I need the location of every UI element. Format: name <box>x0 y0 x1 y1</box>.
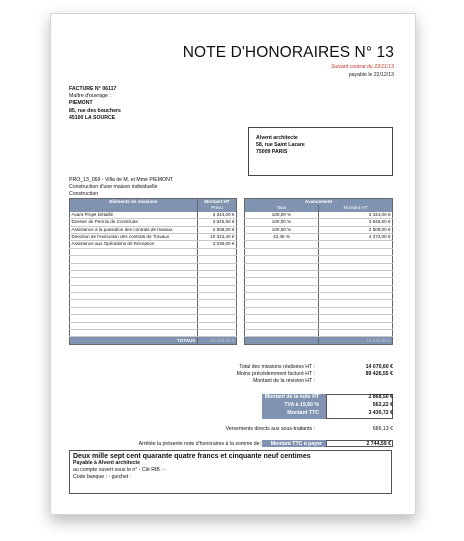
architect-address-box <box>248 127 393 176</box>
contract-line: Suivant contrat du 22/11/13 <box>330 64 394 70</box>
table-row <box>70 226 237 233</box>
architect-street: 58, rue Saint Lazare <box>256 142 305 149</box>
note-amount-label: Montant de la note HT <box>264 394 319 400</box>
header-prevu: Prévu <box>198 205 237 211</box>
table-row <box>70 285 237 292</box>
tva-label: TVA à 19,60 % <box>284 402 319 408</box>
table-row <box>245 263 393 270</box>
table-row <box>70 322 237 329</box>
table-row <box>245 330 393 337</box>
mission-montant: 2 508,00 € <box>319 226 393 233</box>
mission-montant <box>319 241 393 248</box>
document-title: NOTE D'HONORAIRES N° 13 <box>182 44 394 61</box>
mission-taux <box>245 330 319 337</box>
amount-in-words: Deux mille sept cent quarante quatre francs et cinquante neuf centimes <box>73 453 311 460</box>
table-row <box>70 278 237 285</box>
mission-taux <box>245 270 319 277</box>
invoice-number: FACTURE N° 06117 <box>69 86 117 92</box>
table-row <box>245 241 393 248</box>
mission-taux <box>245 248 319 255</box>
table-row <box>245 256 393 263</box>
table-row <box>70 293 237 300</box>
header-taux: Taux <box>245 205 319 211</box>
table-row <box>70 248 237 255</box>
mission-taux <box>245 256 319 263</box>
missions-header-row <box>70 199 237 206</box>
mission-prevu: 2 508,00 € <box>198 226 237 233</box>
mission-taux: 100,00 % <box>245 212 319 219</box>
table-row <box>70 270 237 277</box>
mission-prevu <box>198 315 237 322</box>
mission-taux <box>245 293 319 300</box>
mission-label <box>70 263 198 270</box>
client-street: 85, rue des bouchers <box>69 107 121 114</box>
mission-montant <box>319 307 393 314</box>
table-row <box>70 241 237 248</box>
mission-montant <box>319 315 393 322</box>
table-row <box>245 248 393 255</box>
table-row <box>70 300 237 307</box>
client-name: PIEMONT <box>69 100 93 107</box>
tva-value: 562,22 € <box>372 402 393 408</box>
mission-label: Assistance aux Opérations de Réception <box>70 241 198 248</box>
mission-prevu: 3 036,00 € <box>198 241 237 248</box>
pay-label: Montant TTC à payer <box>270 440 322 447</box>
pay-value: 2 744,59 € <box>366 440 391 447</box>
mission-prevu <box>198 322 237 329</box>
mission-taux: 42,36 % <box>245 233 319 240</box>
mission-label <box>70 293 198 300</box>
table-row <box>245 219 393 226</box>
mission-label <box>70 315 198 322</box>
table-row <box>245 212 393 219</box>
mission-montant <box>319 256 393 263</box>
table-row <box>70 256 237 263</box>
mission-label: Avant Projet Détaillé <box>70 212 198 219</box>
mission-prevu <box>198 270 237 277</box>
table-row <box>70 263 237 270</box>
architect-city: 75009 PARIS <box>256 149 288 156</box>
table-row <box>70 315 237 322</box>
direct-payments-label: Versements directs aux sous-traitants : <box>225 426 315 432</box>
revision-label: Montant de la révision HT : <box>253 378 315 384</box>
mission-montant <box>319 293 393 300</box>
mission-prevu <box>198 300 237 307</box>
mission-montant <box>319 248 393 255</box>
mission-montant <box>319 322 393 329</box>
ttc-value: 3 430,72 € <box>368 410 393 416</box>
project-block <box>69 177 173 199</box>
table-row <box>70 330 237 337</box>
mission-prevu <box>198 256 237 263</box>
mission-montant <box>319 285 393 292</box>
payable-line: payable le 22/12/13 <box>348 72 394 78</box>
mission-taux <box>245 315 319 322</box>
mission-taux <box>245 278 319 285</box>
mission-label <box>70 278 198 285</box>
mission-taux <box>245 300 319 307</box>
table-row <box>245 233 393 240</box>
mission-prevu <box>198 307 237 314</box>
project-desc: Construction d'une maison individuelle <box>69 184 158 191</box>
mission-montant: 4 373,00 € <box>319 233 393 240</box>
table-row <box>70 212 237 219</box>
direct-payments-value: 686,13 € <box>372 426 393 432</box>
table-row <box>70 307 237 314</box>
arrete-label: Arrêtée la présente note d'honoraires à la somme de: <box>138 441 261 447</box>
payable-to: Payable à Alvent architecte <box>73 460 140 466</box>
mission-label <box>70 270 198 277</box>
client-city: 45100 LA SOURCE <box>69 114 116 121</box>
project-ref: PRO_13_069 - Villa de M. et Mme PIEMONT <box>69 177 173 183</box>
owner-label: Maître d'ouvrage : <box>69 93 111 100</box>
avancement-header-row <box>245 199 393 206</box>
table-row <box>245 293 393 300</box>
mission-prevu: 10 322,40 € <box>198 233 237 240</box>
previous-billed-value: 89 426,55 € <box>365 371 393 377</box>
total-missions-label: Total des missions réalisées HT : <box>239 364 315 370</box>
avancement-total-row <box>245 337 393 344</box>
mission-montant <box>319 278 393 285</box>
table-row <box>245 315 393 322</box>
header-elements: Eléments de missions <box>70 199 198 206</box>
mission-label <box>70 307 198 314</box>
mission-montant <box>319 300 393 307</box>
mission-label: Assistance à la passation des contrats de travaux <box>70 226 198 233</box>
total-missions-value: 14 070,60 € <box>365 364 393 370</box>
mission-taux <box>245 322 319 329</box>
mission-prevu <box>198 293 237 300</box>
totaux-label: TOTAUX <box>70 337 198 344</box>
mission-prevu <box>198 278 237 285</box>
mission-taux <box>245 263 319 270</box>
mission-montant <box>319 263 393 270</box>
mission-taux <box>245 285 319 292</box>
header-montant-ht: Montant HT <box>319 205 393 211</box>
mission-label <box>70 300 198 307</box>
mission-montant <box>319 330 393 337</box>
bank-line: Code banque : - guichet : <box>73 474 132 481</box>
table-row <box>70 219 237 226</box>
mission-taux <box>245 241 319 248</box>
avancement-table <box>244 198 393 345</box>
account-line: au compte ouvert sous le n° - Clé RIB : - <box>73 467 166 474</box>
table-row <box>245 270 393 277</box>
missions-table <box>69 198 237 345</box>
mission-prevu: 3 845,60 € <box>198 219 237 226</box>
totaux-montant: 14 070,60 € <box>319 337 393 344</box>
mission-label <box>70 285 198 292</box>
mission-montant: 3 845,60 € <box>319 219 393 226</box>
mission-label: Dossier de Permis de Construire <box>70 219 198 226</box>
invoice-page <box>50 13 416 515</box>
mission-label <box>70 330 198 337</box>
previous-billed-label: Moins précédemment facturé HT : <box>236 371 315 377</box>
mission-label <box>70 248 198 255</box>
table-row <box>245 226 393 233</box>
mission-prevu <box>198 248 237 255</box>
header-avancement: Avancement <box>245 199 393 206</box>
mission-prevu <box>198 330 237 337</box>
mission-montant: 3 344,00 € <box>319 212 393 219</box>
table-row <box>245 307 393 314</box>
mission-label <box>70 322 198 329</box>
mission-prevu <box>198 285 237 292</box>
missions-total-row <box>70 337 237 344</box>
table-row <box>245 285 393 292</box>
table-row <box>70 233 237 240</box>
architect-name: Alvent architecte <box>256 135 298 141</box>
mission-taux: 100,00 % <box>245 226 319 233</box>
ttc-label: Montant TTC <box>287 410 319 416</box>
mission-label: Direction de l'exécution des contrats de Travaux <box>70 233 198 240</box>
mission-montant <box>319 270 393 277</box>
amount-words-box <box>69 450 392 494</box>
totaux-prevu: 23 056,00 € <box>198 337 237 344</box>
mission-label <box>70 256 198 263</box>
client-block <box>69 86 121 122</box>
mission-prevu <box>198 263 237 270</box>
table-row <box>245 322 393 329</box>
mission-prevu: 3 344,00 € <box>198 212 237 219</box>
project-type: Construction <box>69 191 99 198</box>
note-amount-value: 2 868,50 € <box>368 394 393 400</box>
mission-taux <box>245 307 319 314</box>
table-row <box>245 300 393 307</box>
table-row <box>245 278 393 285</box>
mission-taux: 100,00 % <box>245 219 319 226</box>
header-montant: Montant HT <box>198 199 237 206</box>
